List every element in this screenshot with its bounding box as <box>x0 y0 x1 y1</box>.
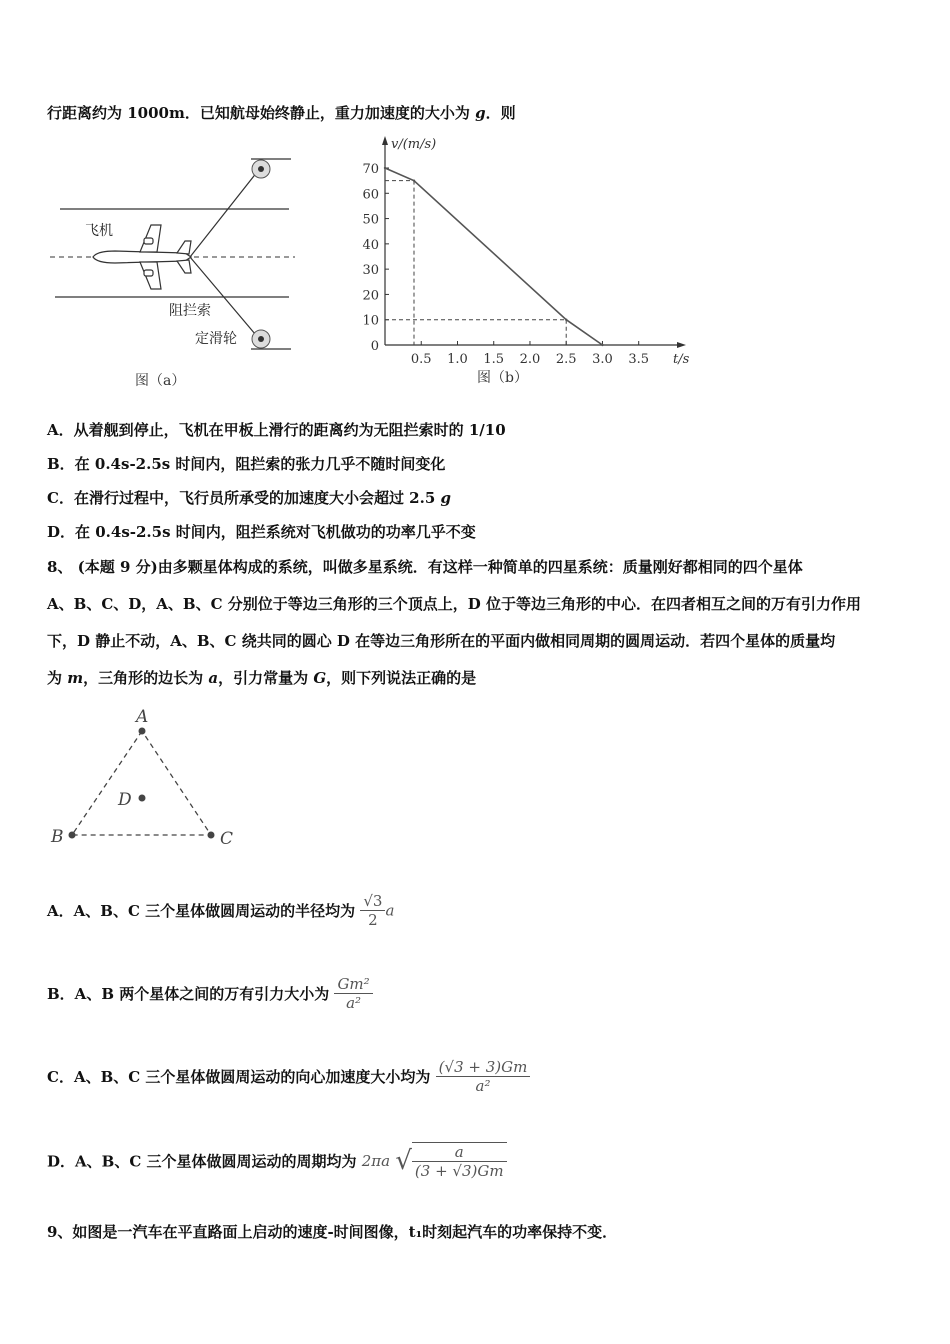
q8-line-2: A、B、C、D，A、B、C 分别位于等边三角形的三个顶点上，D 位于等边三角形的中心．在四者相互之间的万有引力作用 <box>47 595 861 613</box>
velocity-data-point <box>601 344 603 346</box>
q8-line-1: 8、 (本题 9 分)由多颗星体构成的系统，叫做多星系统．有这样一种简单的四星系统：质量刚好都相同的四个星体 <box>47 558 803 576</box>
star-d-dot <box>139 795 146 802</box>
pulley-bottom-icon <box>252 330 270 348</box>
x-tick-label: 0.5 <box>410 352 432 367</box>
pulley-label: 定滑轮 <box>195 331 237 347</box>
q9-line: 9、如图是一汽车在平直路面上启动的速度-时间图像，t₁时刻起汽车的功率保持不变． <box>47 1223 618 1241</box>
y-tick-label: 50 <box>362 212 379 228</box>
figure-a <box>45 145 305 395</box>
q8-option-b: B．A、B 两个星体之间的万有引力大小为 $\frac{\text{Gm²}}{\text{a²}}$ <box>47 975 373 1012</box>
y-tick-label: 70 <box>362 162 379 177</box>
x-tick-label: 2.0 <box>519 352 541 367</box>
y-tick-label: 40 <box>362 237 379 253</box>
x-tick-label: 3.0 <box>592 352 613 367</box>
formula-c: $\frac{(√3 + 3)Gm}{\text{a²}}$ <box>436 1058 531 1095</box>
figure-b-caption: 图（b） <box>477 370 528 386</box>
q7-option-d: D．在 0.4s-2.5s 时间内，阻拦系统对飞机做功的功率几乎不变 <box>47 523 476 541</box>
y-tick-label: 0 <box>370 339 379 354</box>
q8-line-4: 为 m，三角形的边长为 a，引力常量为 G，则下列说法正确的是 <box>47 669 477 687</box>
label-d: D <box>118 790 132 810</box>
x-tick-label: 2.5 <box>555 352 577 367</box>
label-c: C <box>220 829 234 849</box>
figure-a-caption: 图（a） <box>135 373 186 389</box>
star-b-dot <box>69 832 76 839</box>
y-tick-label: 10 <box>362 313 379 329</box>
sqrt-icon: √ <box>395 1146 412 1176</box>
velocity-data-point <box>413 179 415 181</box>
x-tick-label: 1.5 <box>483 352 505 367</box>
y-tick-label: 20 <box>362 288 379 304</box>
cable-label: 阻拦索 <box>169 303 211 319</box>
y-axis-arrow-icon <box>382 136 388 145</box>
x-tick-label: 1.0 <box>447 352 468 367</box>
formula-d: $\frac{a}{(3 + √3)Gm}$ <box>412 1142 507 1180</box>
y-tick-label: 60 <box>362 187 379 203</box>
x-axis-label: t/s <box>673 352 690 367</box>
velocity-series-line <box>385 168 602 345</box>
formula-b: $\frac{\text{Gm²}}{\text{a²}}$ <box>334 975 372 1012</box>
plane-label: 飞机 <box>85 223 113 239</box>
x-axis-arrow-icon <box>677 342 686 348</box>
y-axis-label: v/(m/s) <box>391 137 437 152</box>
q7-option-b: B．在 0.4s-2.5s 时间内，阻拦索的张力几乎不随时间变化 <box>47 455 446 473</box>
label-b: B <box>51 827 64 847</box>
y-tick-label: 30 <box>362 263 379 279</box>
formula-a: $\frac{√3}{2}$ <box>360 892 385 929</box>
q7-option-a: A．从着舰到停止，飞机在甲板上滑行的距离约为无阻拦索时的 1/10 <box>47 421 506 439</box>
triangle-figure <box>45 700 245 860</box>
star-c-dot <box>208 832 215 839</box>
q8-option-a: A．A、B、C 三个星体做圆周运动的半径均为 $\frac{√3}{2}$ a <box>47 892 395 929</box>
q8-option-c: C．A、B、C 三个星体做圆周运动的向心加速度大小均为 $\frac{(√3 + 3)Gm}{\text{a²}}$ <box>47 1058 530 1095</box>
star-a-dot <box>139 728 146 735</box>
velocity-data-point <box>565 319 567 321</box>
figure-b-chart <box>355 130 700 395</box>
velocity-data-point <box>384 167 386 169</box>
q8-line-3: 下，D 静止不动，A、B、C 绕共同的圆心 D 在等边三角形所在的平面内做相同周期的圆周运动．若四个星体的质量均 <box>47 632 836 650</box>
triangle-outline <box>72 731 211 835</box>
x-tick-label: 3.5 <box>628 352 650 367</box>
pulley-top-icon <box>252 160 270 178</box>
label-a: A <box>136 707 149 727</box>
q7-option-c: C．在滑行过程中，飞行员所承受的加速度大小会超过 2.5 g <box>47 489 451 507</box>
intro-line: 行距离约为 1000m．已知航母始终静止，重力加速度的大小为 g．则 <box>47 104 516 122</box>
q8-option-d: D．A、B、C 三个星体做圆周运动的周期均为 2πa √ $\frac{a}{(3 + √3)Gm}$ <box>47 1142 507 1180</box>
